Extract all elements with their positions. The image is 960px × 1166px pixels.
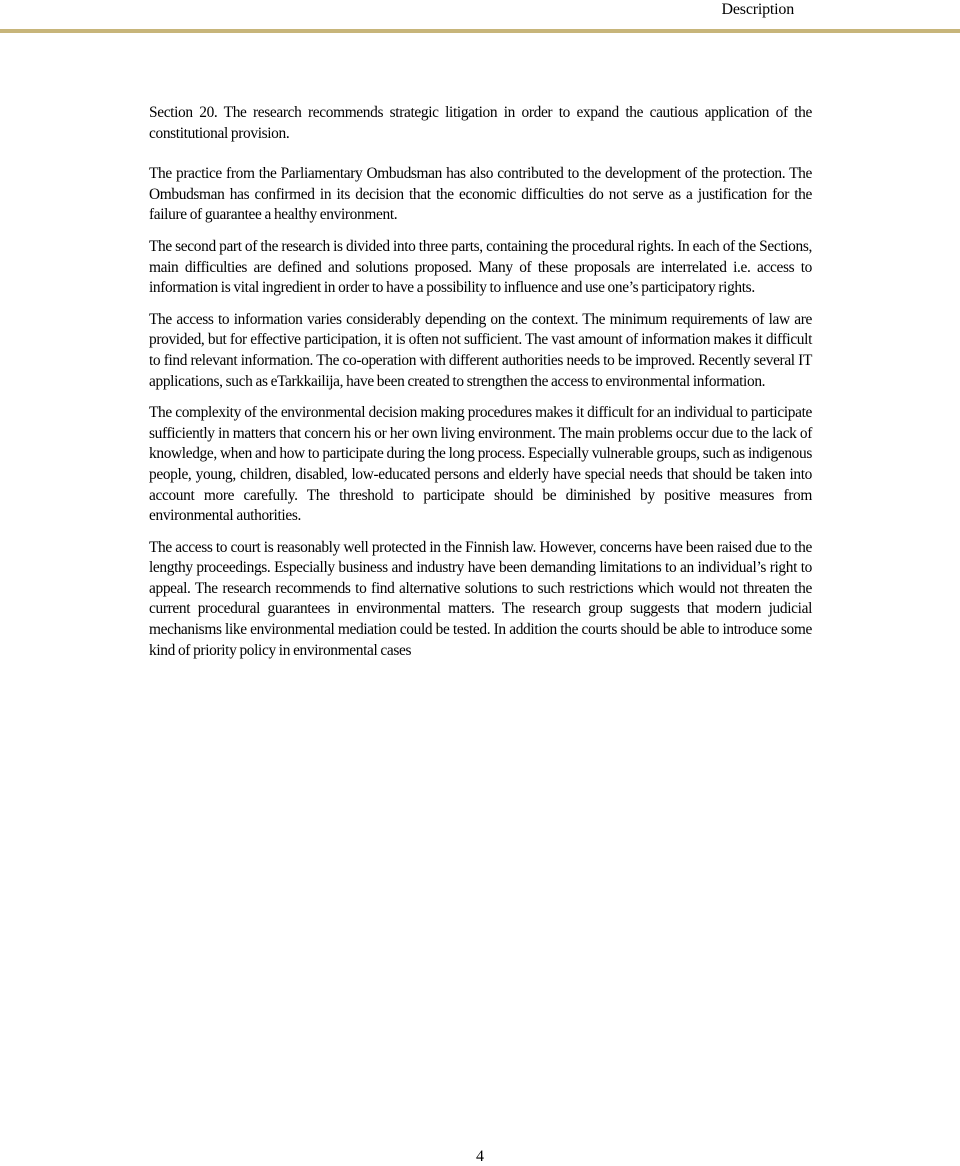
paragraph-procedural-rights: The second part of the research is divided into three parts, containing the procedural rights. In each of the Sections, main difficulties are defined and solutions proposed. Many of these proposals are interrelated i.e. access to information is vital ingredient in order to have a possibility to influence and use one’s participatory rights. (149, 237, 812, 297)
page-header-title: Description (721, 1, 794, 18)
document-body (149, 103, 812, 671)
paragraph-access-to-information: The access to information varies considerably depending on the context. The minimum requirements of law are provided, but for effective participation, it is often not sufficient. The vast amount of information makes it difficult to find relevant information. The co-operation with different authorities needs to be improved. Recently several IT applications, such as eTarkkailija, have been created to strengthen the access to environmental information. (149, 310, 812, 390)
header-rule (0, 29, 960, 33)
paragraph-access-to-court: The access to court is reasonably well protected in the Finnish law. However, concerns have been raised due to the lengthy proceedings. Especially business and industry have been demanding limitations to an individual’s right to appeal. The research recommends to find alternative solutions to such restrictions which would not threaten the current procedural guarantees in environmental matters. The research group suggests that modern judicial mechanisms like environmental mediation could be tested. In addition the courts should be able to introduce some kind of priority policy in environmental cases (149, 538, 812, 659)
paragraph-ombudsman: The practice from the Parliamentary Ombudsman has also contributed to the development of the protection. The Ombudsman has confirmed in its decision that the economic difficulties do not serve as a justification for the failure of guarantee a healthy environment. (149, 165, 812, 224)
page-number: 4 (476, 1148, 484, 1165)
paragraph-constitutional-provision: Section 20. The research recommends strategic litigation in order to expand the cautious application of the constitutional provision. (149, 104, 812, 142)
paragraph-participation: The complexity of the environmental decision making procedures makes it difficult for an individual to participate sufficiently in matters that concern his or her own living environment. The main problems occur due to the lack of knowledge, when and how to participate during the long process. Especially vulnerable groups, such as indigenous people, young, children, disabled, low-educated persons and elderly have special needs that should be taken into account more carefully. The threshold to participate should be diminished by positive measures from environmental authorities. (149, 404, 812, 525)
